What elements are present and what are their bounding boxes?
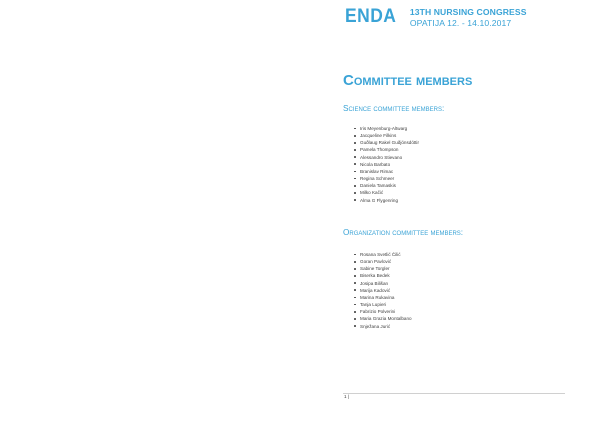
member-list-item: Goran Pavlović [354, 258, 412, 265]
congress-venue-dates: OPATIJA 12. - 14.10.2017 [409, 18, 512, 28]
member-list-item: Marina Rukavina [354, 294, 412, 301]
member-list-item: Alma G Flygenring [354, 197, 419, 204]
member-list-item: Iris Meyenburg-Altwarg [354, 125, 419, 132]
member-list-item: Regina Schmeer [354, 175, 419, 182]
member-list-item: Biserka Bedek [354, 272, 412, 279]
member-list-item: Jacqueline Filkins [354, 132, 419, 139]
member-list-item: Daniela Tamaskis [354, 182, 419, 189]
member-list-item: Josipa Bilišan [354, 280, 412, 287]
member-list-item: Marija Kadović [354, 287, 412, 294]
organization-committee-heading: Organization committee members: [343, 228, 464, 237]
science-committee-heading: Science committee members: [343, 104, 445, 113]
member-list-item: Rosana Svetlić Čilić [354, 251, 412, 258]
member-list-item: Tanja Lupieri [354, 301, 412, 308]
organization-committee-list [354, 251, 412, 330]
member-list-item: Guðlaug Rakel Guðjónsdóttir [354, 139, 419, 146]
science-committee-list [354, 125, 419, 204]
member-list-item: Fabrizio Polverini [354, 308, 412, 315]
member-list-item: Sabine Torgler [354, 265, 412, 272]
member-list-item: Pamela Thompson [354, 146, 419, 153]
member-list-item: Alessandro Stievano [354, 154, 419, 161]
enda-congress-logo [345, 7, 527, 29]
enda-logo-mark: ENDA [345, 6, 397, 27]
page-number: 1 | [344, 394, 350, 399]
member-list-item: Snježana Jurić [354, 323, 412, 330]
member-list-item: Milko Kačić [354, 189, 419, 196]
member-list-item: Branislav Rimac [354, 168, 419, 175]
page-title: Committee members [343, 72, 473, 89]
member-list-item: Nicola Barbato [354, 161, 419, 168]
congress-info [410, 7, 527, 28]
member-list-item: Maria Grazia Montalbano [354, 315, 412, 322]
congress-name: 13TH NURSING CONGRESS [409, 7, 527, 17]
footer-divider [343, 393, 565, 394]
